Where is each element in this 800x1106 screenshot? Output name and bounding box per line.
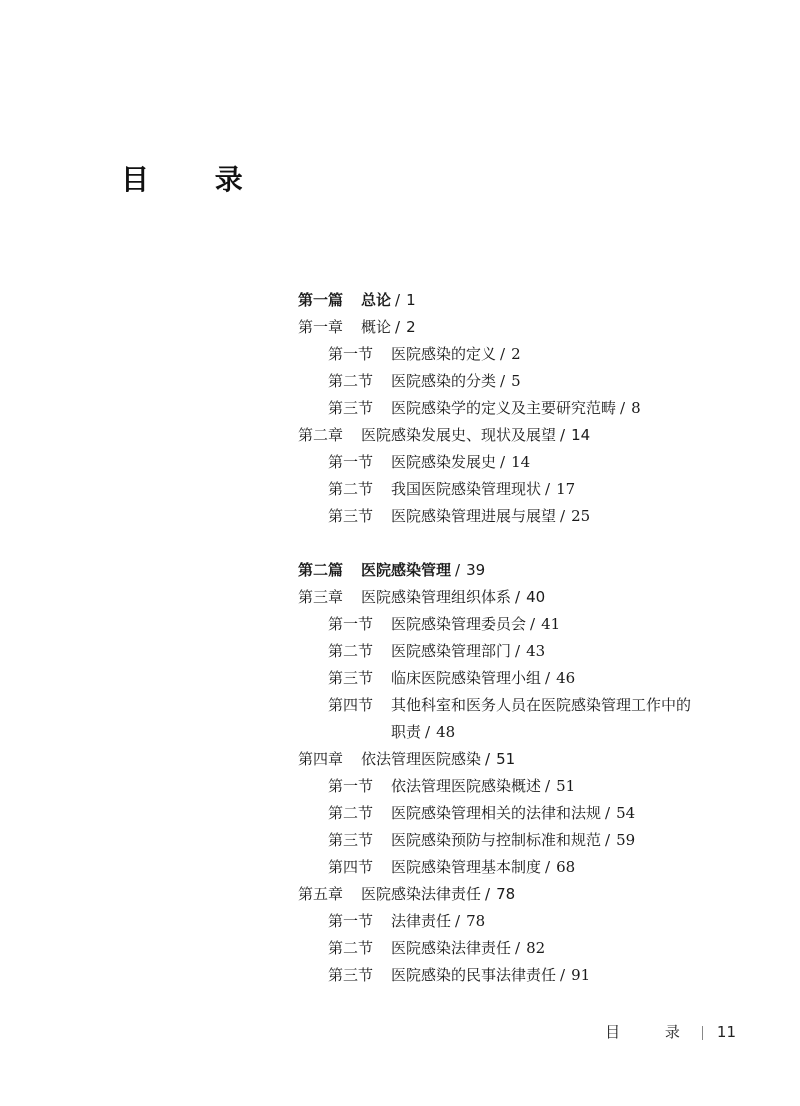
toc-entry-title: 医院感染的民事法律责任 <box>391 966 557 984</box>
toc-separator: / <box>560 426 566 444</box>
toc-separator: / <box>545 480 551 498</box>
footer-divider <box>702 1026 703 1040</box>
toc-section-entry <box>328 776 575 796</box>
toc-part-entry <box>298 560 485 580</box>
toc-separator: / <box>605 831 611 849</box>
toc-section-entry <box>328 641 545 661</box>
toc-section-entry <box>328 398 641 418</box>
toc-separator: / <box>500 372 506 390</box>
toc-entry-label: 第三节 <box>328 399 374 417</box>
toc-entry-label: 第二节 <box>328 642 374 660</box>
toc-entry-page: 78 <box>496 885 516 903</box>
toc-entry-page: 51 <box>496 750 516 768</box>
toc-entry-label: 第一节 <box>328 912 374 930</box>
toc-separator: / <box>455 561 461 579</box>
toc-entry-page: 5 <box>511 372 521 390</box>
toc-entry-page: 14 <box>511 453 531 471</box>
toc-entry-title: 职责 <box>391 723 422 741</box>
toc-entry-title: 医院感染预防与控制标准和规范 <box>391 831 602 849</box>
toc-section-entry <box>328 371 521 391</box>
toc-entry-label: 第一节 <box>328 453 374 471</box>
toc-separator: / <box>500 345 506 363</box>
toc-entry-title: 医院感染管理 <box>361 561 452 579</box>
toc-section-entry <box>328 344 521 364</box>
toc-entry-title: 医院感染管理进展与展望 <box>391 507 557 525</box>
toc-entry-label: 第三节 <box>328 507 374 525</box>
toc-separator: / <box>545 669 551 687</box>
toc-section-entry <box>328 911 485 931</box>
toc-entry-page: 68 <box>556 858 576 876</box>
toc-entry-title: 其他科室和医务人员在医院感染管理工作中的 <box>391 696 692 714</box>
toc-separator: / <box>395 291 401 309</box>
toc-entry-label: 第四节 <box>328 696 374 714</box>
toc-entry-title: 总论 <box>361 291 392 309</box>
toc-section-entry <box>328 614 560 634</box>
toc-section-entry <box>328 803 635 823</box>
toc-separator: / <box>515 939 521 957</box>
toc-separator: / <box>395 318 401 336</box>
toc-entry-page: 2 <box>406 318 416 336</box>
toc-separator: / <box>620 399 626 417</box>
toc-separator: / <box>485 750 491 768</box>
toc-section-entry <box>328 857 575 877</box>
toc-entry-label: 第四章 <box>298 750 344 768</box>
toc-entry-title: 医院感染发展史 <box>391 453 497 471</box>
toc-entry-label: 第一节 <box>328 615 374 633</box>
toc-entry-label: 第五章 <box>298 885 344 903</box>
toc-chapter-entry <box>298 425 590 445</box>
toc-entry-page: 17 <box>556 480 576 498</box>
toc-section-entry <box>328 506 590 526</box>
toc-separator: / <box>425 723 431 741</box>
toc-entry-page: 43 <box>526 642 546 660</box>
toc-separator: / <box>455 912 461 930</box>
toc-entry-label: 第三节 <box>328 669 374 687</box>
toc-section-entry <box>328 452 530 472</box>
toc-separator: / <box>560 966 566 984</box>
toc-entry-label: 第一节 <box>328 777 374 795</box>
toc-entry-title: 医院感染管理相关的法律和法规 <box>391 804 602 822</box>
toc-section-entry <box>328 830 635 850</box>
toc-entry-label: 第三节 <box>328 831 374 849</box>
footer-title: 目 录 <box>605 1023 700 1041</box>
toc-separator: / <box>485 885 491 903</box>
toc-part-entry <box>298 290 416 310</box>
toc-entry-page: 40 <box>526 588 546 606</box>
toc-entry-label: 第一篇 <box>298 291 344 309</box>
toc-entry-page: 41 <box>541 615 561 633</box>
toc-entry-page: 25 <box>571 507 591 525</box>
toc-cont-entry <box>391 722 455 742</box>
toc-entry-label: 第二节 <box>328 804 374 822</box>
toc-entry-page: 8 <box>631 399 641 417</box>
toc-section-entry <box>328 965 590 985</box>
toc-separator: / <box>605 804 611 822</box>
toc-entry-title: 概论 <box>361 318 392 336</box>
page-title: 目 录 <box>121 163 271 196</box>
toc-entry-label: 第四节 <box>328 858 374 876</box>
toc-entry-page: 59 <box>616 831 636 849</box>
toc-entry-title: 依法管理医院感染 <box>361 750 482 768</box>
toc-chapter-entry <box>298 884 515 904</box>
toc-entry-title: 医院感染的分类 <box>391 372 497 390</box>
toc-section-entry <box>328 479 575 499</box>
toc-separator: / <box>515 642 521 660</box>
toc-entry-label: 第一节 <box>328 345 374 363</box>
toc-entry-label: 第一章 <box>298 318 344 336</box>
toc-chapter-entry <box>298 749 515 769</box>
toc-entry-title: 医院感染管理部门 <box>391 642 512 660</box>
toc-section-entry <box>328 938 545 958</box>
toc-separator: / <box>545 777 551 795</box>
toc-chapter-entry <box>298 587 545 607</box>
toc-entry-label: 第二篇 <box>298 561 344 579</box>
toc-entry-title: 依法管理医院感染概述 <box>391 777 542 795</box>
toc-entry-label: 第二节 <box>328 480 374 498</box>
toc-section-entry <box>328 668 575 688</box>
toc-entry-page: 14 <box>571 426 591 444</box>
footer-page-number: 11 <box>716 1023 736 1041</box>
page-footer <box>605 1021 736 1042</box>
toc-separator: / <box>530 615 536 633</box>
toc-separator: / <box>560 507 566 525</box>
toc-entry-title: 医院感染发展史、现状及展望 <box>361 426 557 444</box>
toc-entry-title: 医院感染管理委员会 <box>391 615 527 633</box>
toc-section-entry <box>328 695 691 715</box>
toc-entry-title: 医院感染管理组织体系 <box>361 588 512 606</box>
toc-separator: / <box>545 858 551 876</box>
toc-entry-title: 医院感染的定义 <box>391 345 497 363</box>
toc-separator: / <box>515 588 521 606</box>
toc-entry-page: 48 <box>436 723 456 741</box>
toc-entry-label: 第二节 <box>328 939 374 957</box>
toc-entry-title: 我国医院感染管理现状 <box>391 480 542 498</box>
toc-entry-page: 78 <box>466 912 486 930</box>
toc-entry-label: 第三章 <box>298 588 344 606</box>
toc-entry-page: 1 <box>406 291 416 309</box>
toc-entry-page: 82 <box>526 939 546 957</box>
toc-entry-title: 法律责任 <box>391 912 452 930</box>
toc-entry-page: 91 <box>571 966 591 984</box>
toc-entry-title: 医院感染法律责任 <box>391 939 512 957</box>
toc-entry-title: 医院感染学的定义及主要研究范畴 <box>391 399 617 417</box>
toc-entry-title: 临床医院感染管理小组 <box>391 669 542 687</box>
toc-entry-page: 54 <box>616 804 636 822</box>
toc-entry-page: 46 <box>556 669 576 687</box>
toc-entry-title: 医院感染法律责任 <box>361 885 482 903</box>
toc-chapter-entry <box>298 317 416 337</box>
toc-entry-page: 39 <box>466 561 486 579</box>
toc-separator: / <box>500 453 506 471</box>
toc-entry-page: 51 <box>556 777 576 795</box>
toc-entry-title: 医院感染管理基本制度 <box>391 858 542 876</box>
toc-entry-label: 第二章 <box>298 426 344 444</box>
toc-entry-label: 第三节 <box>328 966 374 984</box>
toc-entry-label: 第二节 <box>328 372 374 390</box>
toc-entry-page: 2 <box>511 345 521 363</box>
